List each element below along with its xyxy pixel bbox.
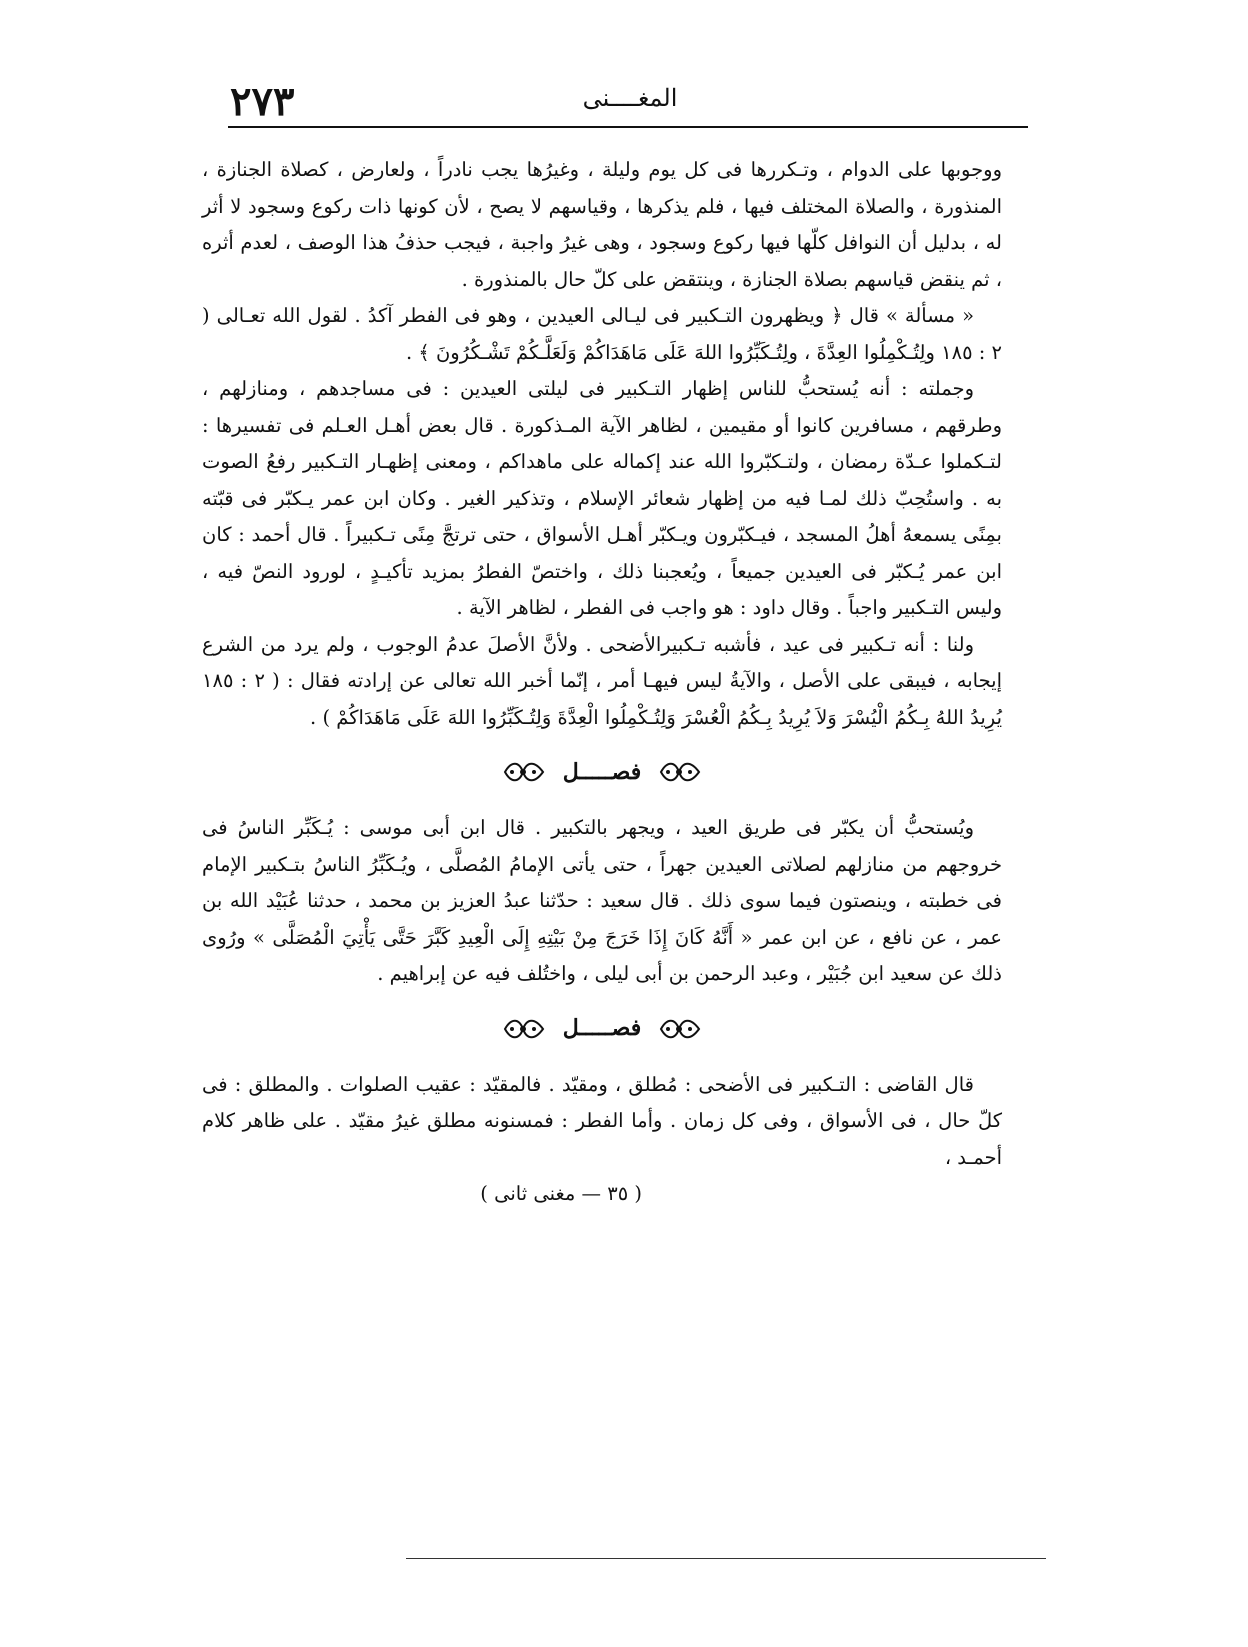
page-header [230,72,1030,128]
paragraph-masala: « مسألة » قال ﴿ ويظهرون التـكبير فى ليـالى العيدين ، وهو فى الفطر آكدُ . لقول الله تعـالى ( ٢ : ١٨٥ ولِتُـكْمِلُوا العِدَّةَ ، ولِتُـكَبِّرُوا اللهَ عَلَى مَاهَدَاكُمْ وَلَعَلَّـكُمْ تَشْـكُرُونَ ﴾ . [202,304,1002,364]
signature-mark: ( ٣٥ — مغنى ثانى ) [480,1182,642,1205]
section-title: فصـــــل [562,758,642,785]
footer-rule [406,1558,1046,1559]
section-break-1 [202,742,1002,802]
paragraph-section-1: ويُستحبُّ أن يكبّر فى طريق العيد ، ويجهر بالتكبير . قال ابن أبى موسى : يُـكَبِّر الناسُ فى خروجهم من منازلهم لصلاتى العيدين جهراً ، حتى يأتى الإمامُ المُصلَّى ، ويُـكَبِّرُ الناسُ بتـكبير الإمام فى خطبته ، وينصتون فيما سوى ذلك . قال سعيد : حدّثنا عبدُ العزيز بن محمد ، حدثنا عُبَيْد الله بن عمر ، عن نافع ، عن ابن عمر « أَنَّهُ كَانَ إِذَا خَرَجَ مِنْ بَيْتِهِ إِلَى الْعِيدِ كَبَّرَ حَتَّى يَأْتِيَ الْمُصَلَّى » ورُوى ذلك عن سعيد ابن جُبَيْر ، وعبد الرحمن بن أبى ليلى ، واختُلف فيه عن إبراهيم . [202,816,1002,985]
section-break-2 [202,999,1002,1059]
paragraph-commentary: وجملته : أنه يُستحبُّ للناس إظهار التـكبير فى ليلتى العيدين : فى مساجدهم ، ومنازلهم ، وطرقهم ، مسافرين كانوا أو مقيمين ، لظاهر الآية المـذكورة . قال بعض أهـل العـلم فى تفسيرها : لتـكملوا عـدّة رمضان ، ولتـكبّروا الله عند إكماله على ماهداكم ، ومعنى إظهـار التـكبير رفعُ الصوت به . واستُحِبّ ذلك لمـا فيه من إظهار شعائر الإسلام ، وتذكير الغير . وكان ابن عمر يـكبّر فى قبّته بمِنًى يسمعهُ أهلُ المسجد ، فيـكبّرون ويـكبّر أهـل الأسواق ، حتى ترتجَّ مِنًى تـكبيراً . قال أحمد : كان ابن عمر يُـكبّر فى العيدين جميعاً ، ويُعجبنا ذلك ، واختصّ الفطرُ بمزيد تأكيـدٍ ، لورود النصّ فيه ، وليس التـكبير واجباً . وقال داود : هو واجب فى الفطر ، لظاهر الآية . [202,377,1002,619]
ornament-right-icon [657,759,703,785]
header-rule [228,126,1028,128]
section-title: فصـــــل [562,1015,642,1042]
paragraph-continuation: ووجوبها على الدوام ، وتـكررها فى كل يوم وليلة ، وغيرُها يجب نادراً ، ولعارض ، كصلاة الجنازة ، المنذورة ، والصلاة المختلف فيها ، فلم يذكرها ، وقياسهم لا يصح ، لأن كونها ذات ركوع وسجود لا أثر له ، بدليل أن النوافل كلّها فيها ركوع وسجود ، وهى غيرُ واجبة ، فيجب حذفُ هذا الوصف ، لعدم أثره ، ثم ينقض قياسهم بصلاة الجنازة ، وينتقض على كلّ حال بالمنذورة . [202,158,1002,291]
page-number: ٢٧٣ [230,78,295,125]
page-body [202,152,1002,1212]
paragraph-section-2: قال القاضى : التـكبير فى الأضحى : مُطلق ، ومقيّد . فالمقيّد : عقيب الصلوات . والمطلق : فى كلّ حال ، فى الأسواق ، وفى كل زمان . وأما الفطر : فمسنونه مطلق غيرُ مقيّد . على ظاهر كلام أحمـد ، [202,1072,1002,1169]
paragraph-argument: ولنا : أنه تـكبير فى عيد ، فأشبه تـكبيرالأضحى . ولأنَّ الأصلَ عدمُ الوجوب ، ولم يرد من الشرع إيجابه ، فيبقى على الأصل ، والآيةُ ليس فيهـا أمر ، إنّما أخبر الله تعالى عن إرادته فقال : ( ٢ : ١٨٥ يُرِيدُ اللهُ بِـكُمُ الْيُسْرَ وَلاَ يُرِيدُ بِـكُمُ الْعُسْرَ وَلِتُـكْمِلُوا الْعِدَّةَ وَلِتُـكَبِّرُوا اللهَ عَلَى مَاهَدَاكُمْ ) . [202,632,1003,729]
ornament-left-icon [501,1016,547,1042]
ornament-left-icon [501,759,547,785]
running-title: المغــــنى [582,84,678,112]
ornament-right-icon [657,1016,703,1042]
